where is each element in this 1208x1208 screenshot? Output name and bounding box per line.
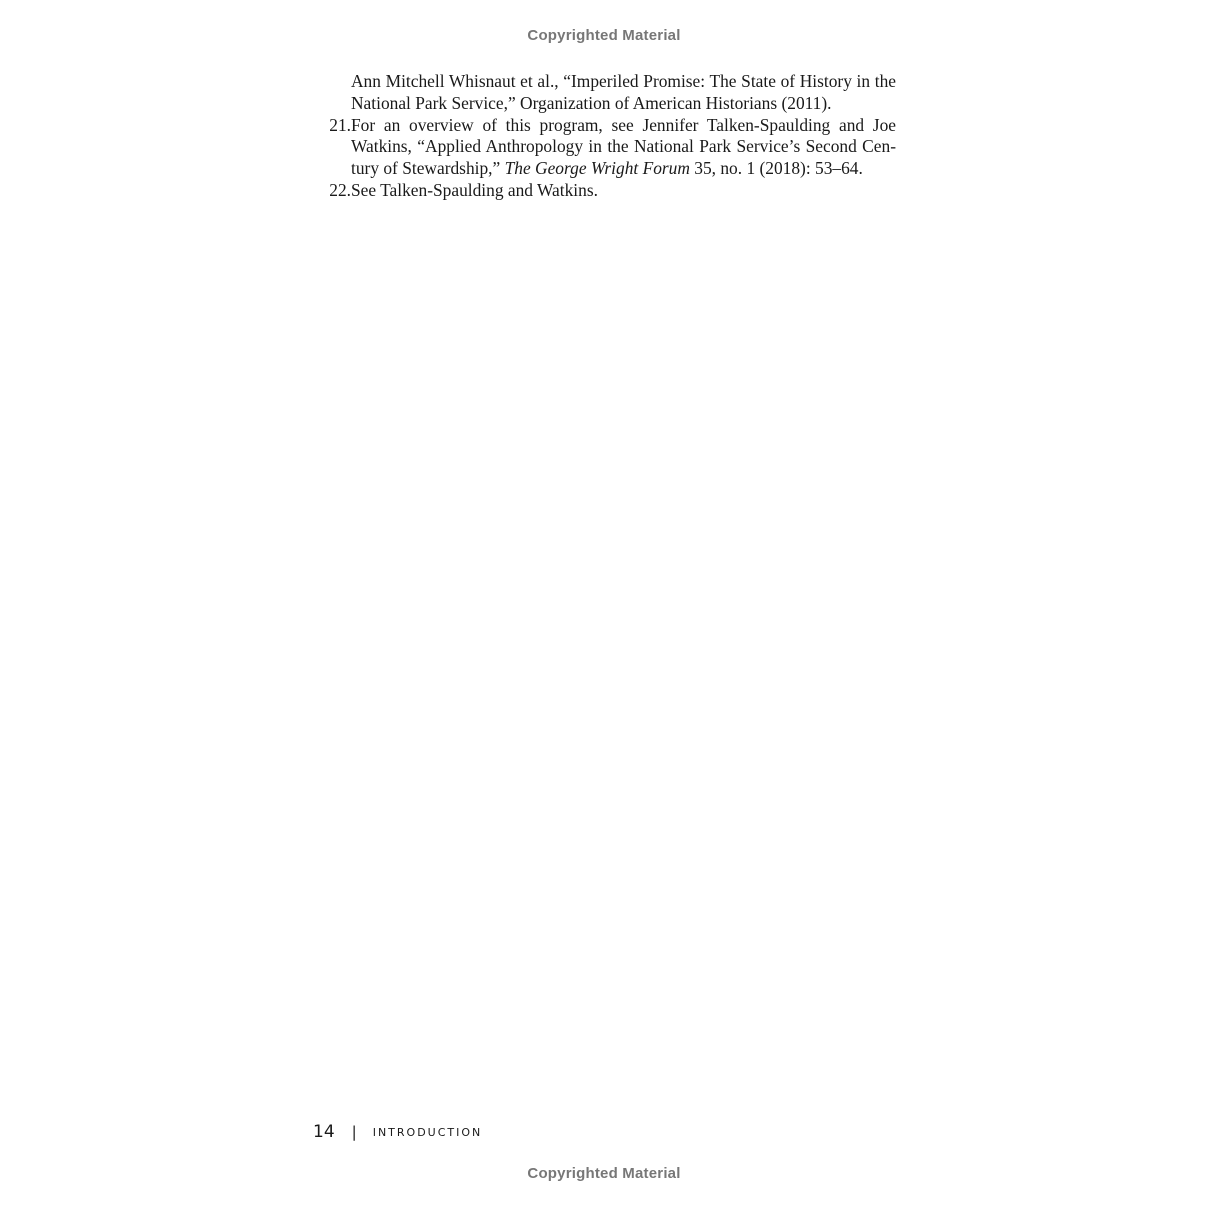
endnote-number: 22. bbox=[329, 179, 351, 200]
endnote-22 bbox=[314, 180, 896, 202]
endnote-21 bbox=[314, 115, 896, 180]
endnote-text: For an overview of this program, see Jennifer Talken-Spaulding and Joe Watkins, “Applied Anthropology in the National Park Service’s Second Century of Stewardship,” The George Wright Forum 35, no. 1 (2018): 53–64. bbox=[351, 114, 896, 179]
endnote-continuation bbox=[314, 71, 896, 115]
endnote-text: Ann Mitchell Whisnaut et al., “Imperiled Promise: The State of History in the National Park Service,” Organization of American Historians (2011). bbox=[351, 71, 896, 113]
journal-title: The George Wright Forum bbox=[504, 158, 690, 179]
copyright-watermark-top: Copyrighted Material bbox=[527, 27, 681, 44]
footer-separator: | bbox=[351, 1123, 357, 1141]
endnote-number bbox=[314, 71, 351, 93]
running-head: INTRODUCTION bbox=[372, 1125, 483, 1139]
page-footer bbox=[313, 1122, 482, 1142]
page-number: 14 bbox=[313, 1122, 335, 1142]
endnotes-block bbox=[314, 71, 896, 202]
endnote-text: See Talken-Spaulding and Watkins. bbox=[351, 179, 598, 200]
endnote-number: 21. bbox=[329, 114, 351, 135]
copyright-watermark-bottom: Copyrighted Material bbox=[527, 1165, 681, 1182]
